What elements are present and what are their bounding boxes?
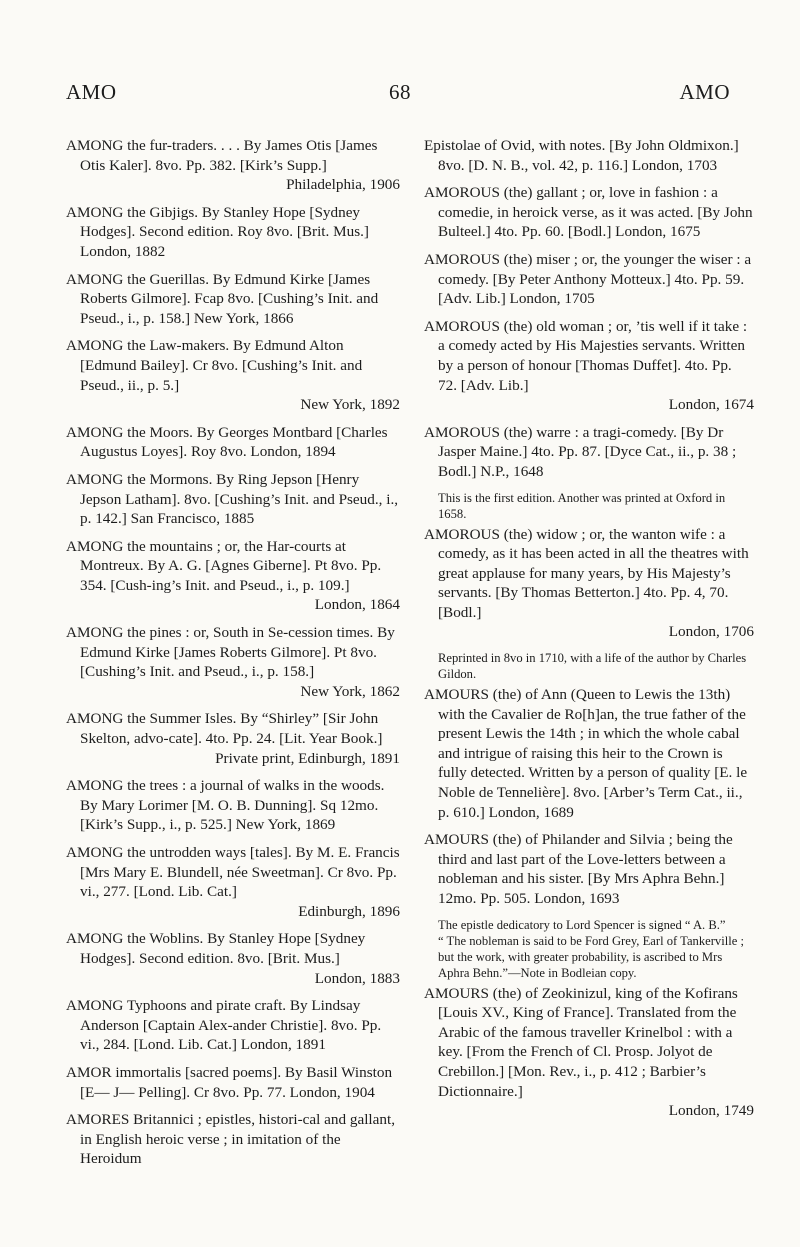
entry-text: AMONG the Moors. By Georges Montbard [Charles Augustus Loyes]. Roy 8vo. London, 1894: [66, 423, 388, 461]
entry-imprint: London, 1706: [668, 623, 754, 641]
entry-imprint: Private print, Edinburgh, 1891: [215, 749, 400, 767]
catalog-entry: [424, 136, 754, 175]
catalog-entry: [66, 270, 400, 329]
entry-imprint: London, 1883: [314, 969, 400, 987]
note-line: Reprinted in 8vo in 1710, with a life of the author by Charles Gildon.: [438, 651, 747, 682]
catalog-entry: [66, 537, 400, 615]
entry-text: AMOROUS (the) gallant ; or, love in fashion : a comedie, in heroick verse, as it was acted. [By John Bulteel.] 4to. Pp. 60. [Bodl.] London, 1675: [424, 184, 753, 241]
left-column: [66, 136, 400, 1177]
entry-text: AMONG the Law-makers. By Edmund Alton [Edmund Bailey]. Cr 8vo. [Cushing’s Init. and Pseud., ii., p. 5.]: [66, 337, 363, 394]
entry-note: [424, 917, 754, 981]
catalog-entry: [66, 929, 400, 988]
note-line: This is the first edition. Another was printed at Oxford in 1658.: [438, 490, 726, 521]
entry-imprint: London, 1864: [314, 596, 400, 614]
entry-text: AMONG the Summer Isles. By “Shirley” [Sir John Skelton, advo-cate]. 4to. Pp. 24. [Lit. Year Book.]: [66, 710, 383, 748]
catalog-entry: [424, 984, 754, 1121]
entry-text: AMONG the untrodden ways [tales]. By M. E. Francis [Mrs Mary E. Blundell, née Sweetman]. Cr 8vo. Pp. vi., 277. [Lond. Lib. Cat.]: [66, 844, 400, 901]
entry-text: AMOROUS (the) warre : a tragi-comedy. [By Dr Jasper Maine.] 4to. Pp. 87. [Dyce Cat., ii., p. 38 ; Bodl.] N.P., 1648: [424, 423, 737, 480]
entry-text: AMOR immortalis [sacred poems]. By Basil Winston [E— J— Pelling]. Cr 8vo. Pp. 77. London, 1904: [66, 1063, 393, 1101]
entry-note: [424, 490, 754, 522]
catalog-entry: [424, 525, 754, 643]
entry-note: [424, 650, 754, 682]
catalog-entry: [66, 776, 400, 835]
entry-imprint: Philadelphia, 1906: [286, 176, 400, 194]
header-left-catchword: AMO: [66, 80, 117, 104]
entry-text: AMOROUS (the) old woman ; or, ’tis well if it take : a comedy acted by His Majesties servants. Written by a person of honour [Thomas Duffet]. 4to. Pp. 72. [Adv. Lib.]: [424, 317, 748, 394]
catalog-entry: [424, 250, 754, 309]
catalog-entry: [66, 709, 400, 768]
entry-text: Epistolae of Ovid, with notes. [By John Oldmixon.] 8vo. [D. N. B., vol. 42, p. 116.] London, 1703: [424, 137, 739, 174]
running-header: [0, 70, 800, 110]
entry-text: AMOURS (the) of Zeokinizul, king of the Kofirans [Louis XV., King of France]. Translated from the Arabic of the famous traveller Krinelbol : with a key. [From the French of Cl. Prosp. Jolyot de Crebillon.] [Mon. Rev., i., p. 412 ; Barbier’s Dictionnaire.]: [424, 984, 738, 1100]
catalog-entry: [424, 317, 754, 415]
entry-imprint: Edinburgh, 1896: [298, 902, 400, 920]
catalog-entry: [66, 203, 400, 262]
entry-text: AMONG the pines : or, South in Se-cession times. By Edmund Kirke [James Roberts Gilmore]. Pt 8vo. [Cushing’s Init. and Pseud., i., p. 158.]: [66, 624, 395, 681]
catalog-entry: [66, 423, 400, 462]
entry-imprint: London, 1749: [668, 1102, 754, 1120]
catalog-entry: [424, 685, 754, 822]
entry-imprint: London, 1674: [668, 396, 754, 414]
entry-text: AMONG the Woblins. By Stanley Hope [Sydney Hodges]. Second edition. 8vo. [Brit. Mus.]: [66, 930, 366, 967]
entry-text: AMORES Britannici ; epistles, histori-cal and gallant, in English heroic verse ; in imitation of the Heroidum: [66, 1111, 396, 1168]
entry-imprint: New York, 1892: [300, 396, 400, 414]
entry-text: AMOURS (the) of Philander and Silvia ; being the third and last part of the Love-letters between a nobleman and his sister. [By Mrs Aphra Behn.] 12mo. Pp. 505. London, 1693: [424, 831, 733, 907]
header-right-catchword: AMO: [679, 80, 730, 104]
note-line: “ The nobleman is said to be Ford Grey, Earl of Tankerville ; but the work, with greater probability, is ascribed to Mrs Aphra Behn.”—Note in Bodleian copy.: [438, 933, 744, 980]
catalog-entry: [66, 623, 400, 701]
page-number: 68: [389, 80, 411, 104]
catalog-entry: [66, 1063, 400, 1102]
entry-text: AMONG the Guerillas. By Edmund Kirke [James Roberts Gilmore]. Fcap 8vo. [Cushing’s Init. and Pseud., i., p. 158.] New York, 1866: [66, 270, 379, 327]
entry-text: AMOROUS (the) widow ; or, the wanton wife : a comedy, as it has been acted in all the theatres with great applause for many years, by His Majesty’s servants. [By Thomas Betterton.] 4to. Pp. 4, 70. [Bodl.]: [424, 525, 749, 621]
entry-text: AMOURS (the) of Ann (Queen to Lewis the 13th) with the Cavalier de Ro[h]an, the true father of the present Lewis the 14th ; in which the whole cabal and intrigue of raising this heir to the Crown is fully detected. Written by a person of quality [E. le Noble de Tennelière]. 8vo. [Arber’s Term Cat., ii., p. 610.] London, 1689: [424, 686, 748, 821]
entry-imprint: New York, 1862: [300, 682, 400, 700]
entry-text: AMONG the mountains ; or, the Har-courts at Montreux. By A. G. [Agnes Giberne]. Pt 8vo. Pp. 354. [Cush-ing’s Init. and Pseud., i., p. 109.]: [66, 537, 382, 594]
entry-text: AMONG the trees : a journal of walks in the woods. By Mary Lorimer [M. O. B. Dunning]. Sq 12mo. [Kirk’s Supp., i., p. 525.] New York, 1869: [66, 777, 385, 834]
entry-text: AMONG Typhoons and pirate craft. By Lindsay Anderson [Captain Alex-ander Christie]. 8vo. Pp. vi., 284. [Lond. Lib. Cat.] London, 1891: [66, 997, 382, 1054]
right-column: [424, 136, 754, 1129]
catalog-entry: [66, 843, 400, 921]
catalog-entry: [424, 423, 754, 482]
entry-text: AMOROUS (the) miser ; or, the younger the wiser : a comedy. [By Peter Anthony Motteux.] 4to. Pp. 59. [Adv. Lib.] London, 1705: [424, 250, 752, 308]
catalog-entry: [424, 830, 754, 908]
entry-text: AMONG the Gibjigs. By Stanley Hope [Sydney Hodges]. Second edition. Roy 8vo. [Brit. Mus.] London, 1882: [66, 203, 369, 260]
entry-text: AMONG the fur-traders. . . . By James Otis [James Otis Kaler]. 8vo. Pp. 382. [Kirk’s Supp.]: [66, 137, 378, 174]
catalog-entry: [66, 996, 400, 1055]
catalog-entry: [66, 470, 400, 529]
catalog-entry: [424, 183, 754, 242]
catalog-entry: [66, 1110, 400, 1169]
entry-text: AMONG the Mormons. By Ring Jepson [Henry Jepson Latham]. 8vo. [Cushing’s Init. and Pseud., i., p. 142.] San Francisco, 1885: [66, 470, 399, 528]
catalog-entry: [66, 336, 400, 414]
note-line: The epistle dedicatory to Lord Spencer is signed “ A. B.”: [438, 917, 726, 932]
catalog-entry: [66, 136, 400, 195]
